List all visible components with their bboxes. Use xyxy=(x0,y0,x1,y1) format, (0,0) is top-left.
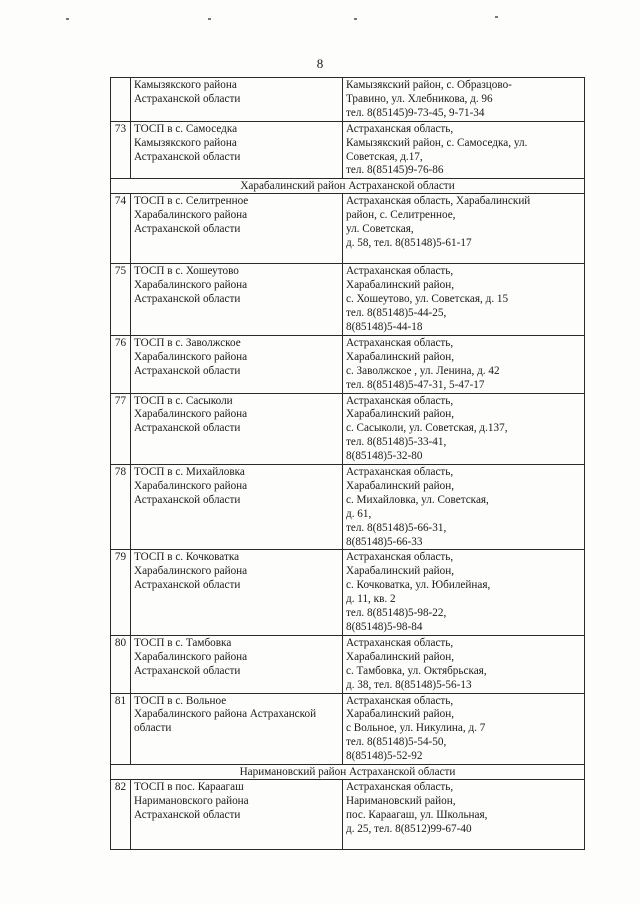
office-name-line: Камызякского района xyxy=(134,136,237,149)
address-cell xyxy=(343,393,585,465)
address-line: Астраханская область, xyxy=(346,551,454,564)
address-line: тел. 8(85148)5-33-41, xyxy=(346,436,447,449)
address-line: с Вольное, ул. Никулина, д. 7 xyxy=(346,722,486,735)
address-line: 8(85148)5-98-84 xyxy=(346,621,423,633)
address-line: Наримановский район, xyxy=(346,794,456,807)
address-line: 8(85148)5-66-33 xyxy=(346,535,423,548)
address-line: тел. 8(85148)5-47-31, 5-47-17 xyxy=(346,378,485,391)
row-number: 75 xyxy=(111,264,131,336)
address-line: д. 11, кв. 2 xyxy=(346,593,396,606)
office-name-cell xyxy=(131,693,343,765)
office-name-line: Харабалинского района Астраханской xyxy=(134,708,317,721)
registry-body xyxy=(111,78,585,850)
registry-table xyxy=(110,77,585,850)
office-name-cell xyxy=(131,264,343,336)
address-line: Астраханская область, xyxy=(346,122,454,135)
address-cell xyxy=(343,693,585,765)
section-title: Наримановский район Астраханской области xyxy=(111,765,585,780)
address-line: тел. 8(85145)9-76-86 xyxy=(346,164,444,177)
row-number: 80 xyxy=(111,635,131,693)
address-cell xyxy=(343,264,585,336)
address-line: с. Сасыколи, ул. Советская, д.137, xyxy=(346,422,508,435)
address-cell xyxy=(343,635,585,693)
address-line: Харабалинский район, xyxy=(346,650,455,663)
office-name-line: Харабалинского района xyxy=(134,565,248,578)
office-name-line: ТОСП в с. Сасыколи xyxy=(134,394,233,407)
office-name-cell xyxy=(131,393,343,465)
address-line: тел. 8(85148)5-54-50, xyxy=(346,736,447,749)
address-line: Астраханская область, Харабалинский xyxy=(346,195,531,208)
table-row xyxy=(111,194,585,264)
office-name-line: ТОСП в с. Вольное xyxy=(134,694,227,707)
row-number: 76 xyxy=(111,335,131,393)
address-cell xyxy=(343,194,585,264)
page-number: 8 xyxy=(316,56,324,71)
office-name-line: ТОСП в пос. Караагаш xyxy=(134,781,244,794)
row-number: 81 xyxy=(111,693,131,765)
address-line: 8(85148)5-32-80 xyxy=(346,450,423,463)
address-line: тел. 8(85148)5-66-31, xyxy=(346,521,447,534)
address-cell xyxy=(343,550,585,635)
office-name-line: Астраханской области xyxy=(134,664,241,677)
address-line: 8(85148)5-52-92 xyxy=(346,750,423,763)
address-line: Харабалинский район, xyxy=(346,279,455,292)
office-name-line: Харабалинского района xyxy=(134,350,248,363)
address-line: тел. 8(85145)9-73-45, 9-71-34 xyxy=(346,106,485,119)
office-name-line: Харабалинского района xyxy=(134,279,248,292)
address-line: Астраханская область, xyxy=(346,336,454,349)
office-name-line: Астраханской области xyxy=(134,150,241,163)
address-line: Травино, ул. Хлебникова, д. 96 xyxy=(346,92,493,105)
office-name-line: ТОСП в с. Михайловка xyxy=(134,466,245,479)
address-line: район, с. Селитренное, xyxy=(346,209,456,222)
table-row xyxy=(111,780,585,850)
address-line: д. 25, тел. 8(8512)99-67-40 xyxy=(346,822,472,835)
address-line: Астраханская область, xyxy=(346,781,454,794)
office-name-line: Харабалинского района xyxy=(134,479,248,492)
office-name-cell xyxy=(131,121,343,179)
address-line: с. Заволжское , ул. Ленина, д. 42 xyxy=(346,364,500,377)
scan-speck xyxy=(495,16,498,18)
office-name-line: области xyxy=(134,722,172,735)
address-line: Харабалинский район, xyxy=(346,565,455,578)
row-number: 82 xyxy=(111,780,131,850)
address-line: пос. Караагаш, ул. Школьная, xyxy=(346,808,488,821)
office-name-line: ТОСП в с. Самоседка xyxy=(134,122,238,135)
table-row xyxy=(111,121,585,179)
table-row xyxy=(111,78,585,122)
row-number: 77 xyxy=(111,393,131,465)
address-line: д. 38, тел. 8(85148)5-56-13 xyxy=(346,678,472,691)
address-line: Камызякский район, с. Образцово- xyxy=(346,79,512,91)
address-line: Советская, д.17, xyxy=(346,150,423,163)
office-name-line: Астраханской области xyxy=(134,808,241,821)
office-name-line: Камызякского района xyxy=(134,79,237,91)
office-name-cell xyxy=(131,550,343,635)
address-line: ул. Советская, xyxy=(346,223,414,236)
table-row xyxy=(111,393,585,465)
address-line: Камызякский район, с. Самоседка, ул. xyxy=(346,136,528,149)
address-line: Астраханская область, xyxy=(346,694,454,707)
office-name-line: Астраханской области xyxy=(134,364,241,377)
address-line: д. 61, xyxy=(346,507,372,520)
address-line: Харабалинский район, xyxy=(346,708,455,721)
scan-speck xyxy=(208,18,211,20)
row-number: 73 xyxy=(111,121,131,179)
office-name-line: Астраханской области xyxy=(134,579,241,592)
office-name-line: ТОСП в с. Селитренное xyxy=(134,195,249,208)
office-name-line: Астраханской области xyxy=(134,493,241,506)
table-row xyxy=(111,465,585,550)
office-name-line: Астраханской области xyxy=(134,293,241,306)
address-line: с. Михайловка, ул. Советская, xyxy=(346,493,489,506)
address-line: Харабалинский район, xyxy=(346,479,455,492)
row-number: 78 xyxy=(111,465,131,550)
office-name-cell xyxy=(131,78,343,122)
address-line: Астраханская область, xyxy=(346,265,454,278)
office-name-cell xyxy=(131,465,343,550)
address-line: тел. 8(85148)5-44-25, xyxy=(346,307,447,320)
office-name-line: ТОСП в с. Тамбовка xyxy=(134,636,232,649)
address-cell xyxy=(343,78,585,122)
address-cell xyxy=(343,465,585,550)
address-line: тел. 8(85148)5-98-22, xyxy=(346,607,447,620)
address-line: Харабалинский район, xyxy=(346,408,455,421)
section-header-row xyxy=(111,765,585,780)
office-name-line: Астраханской области xyxy=(134,422,241,435)
address-line: д. 58, тел. 8(85148)5-61-17 xyxy=(346,237,472,250)
office-name-line: ТОСП в с. Кочковатка xyxy=(134,551,240,564)
office-name-line: ТОСП в с. Заволжское xyxy=(134,336,241,349)
office-name-line: Харабалинского района xyxy=(134,408,248,421)
section-header-row xyxy=(111,179,585,194)
office-name-line: Харабалинского района xyxy=(134,650,248,663)
office-name-line: ТОСП в с. Хошеутово xyxy=(134,265,239,278)
office-name-cell xyxy=(131,335,343,393)
table-row xyxy=(111,693,585,765)
scan-speck xyxy=(66,18,69,20)
row-number: 74 xyxy=(111,194,131,264)
address-cell xyxy=(343,335,585,393)
office-name-cell xyxy=(131,635,343,693)
address-line: с. Кочковатка, ул. Юбилейная, xyxy=(346,579,491,592)
office-name-line: Астраханской области xyxy=(134,92,241,105)
office-name-cell xyxy=(131,780,343,850)
row-number: 79 xyxy=(111,550,131,635)
address-cell xyxy=(343,780,585,850)
table-row xyxy=(111,335,585,393)
row-number xyxy=(111,78,131,122)
table-row xyxy=(111,550,585,635)
scan-speck xyxy=(354,18,357,20)
office-name-line: Наримановского района xyxy=(134,794,249,807)
address-line: Харабалинский район, xyxy=(346,350,455,363)
table-row xyxy=(111,264,585,336)
office-name-cell xyxy=(131,194,343,264)
office-name-line: Харабалинского района xyxy=(134,209,248,222)
table-row xyxy=(111,635,585,693)
office-name-line: Астраханской области xyxy=(134,223,241,236)
address-line: Астраханская область, xyxy=(346,466,454,479)
address-line: Астраханская область, xyxy=(346,636,454,649)
address-line: 8(85148)5-44-18 xyxy=(346,320,423,333)
section-title: Харабалинский район Астраханской области xyxy=(111,179,585,194)
address-cell xyxy=(343,121,585,179)
address-line: с. Хошеутово, ул. Советская, д. 15 xyxy=(346,293,509,306)
address-line: с. Тамбовка, ул. Октябрьская, xyxy=(346,664,487,677)
address-line: Астраханская область, xyxy=(346,394,454,407)
